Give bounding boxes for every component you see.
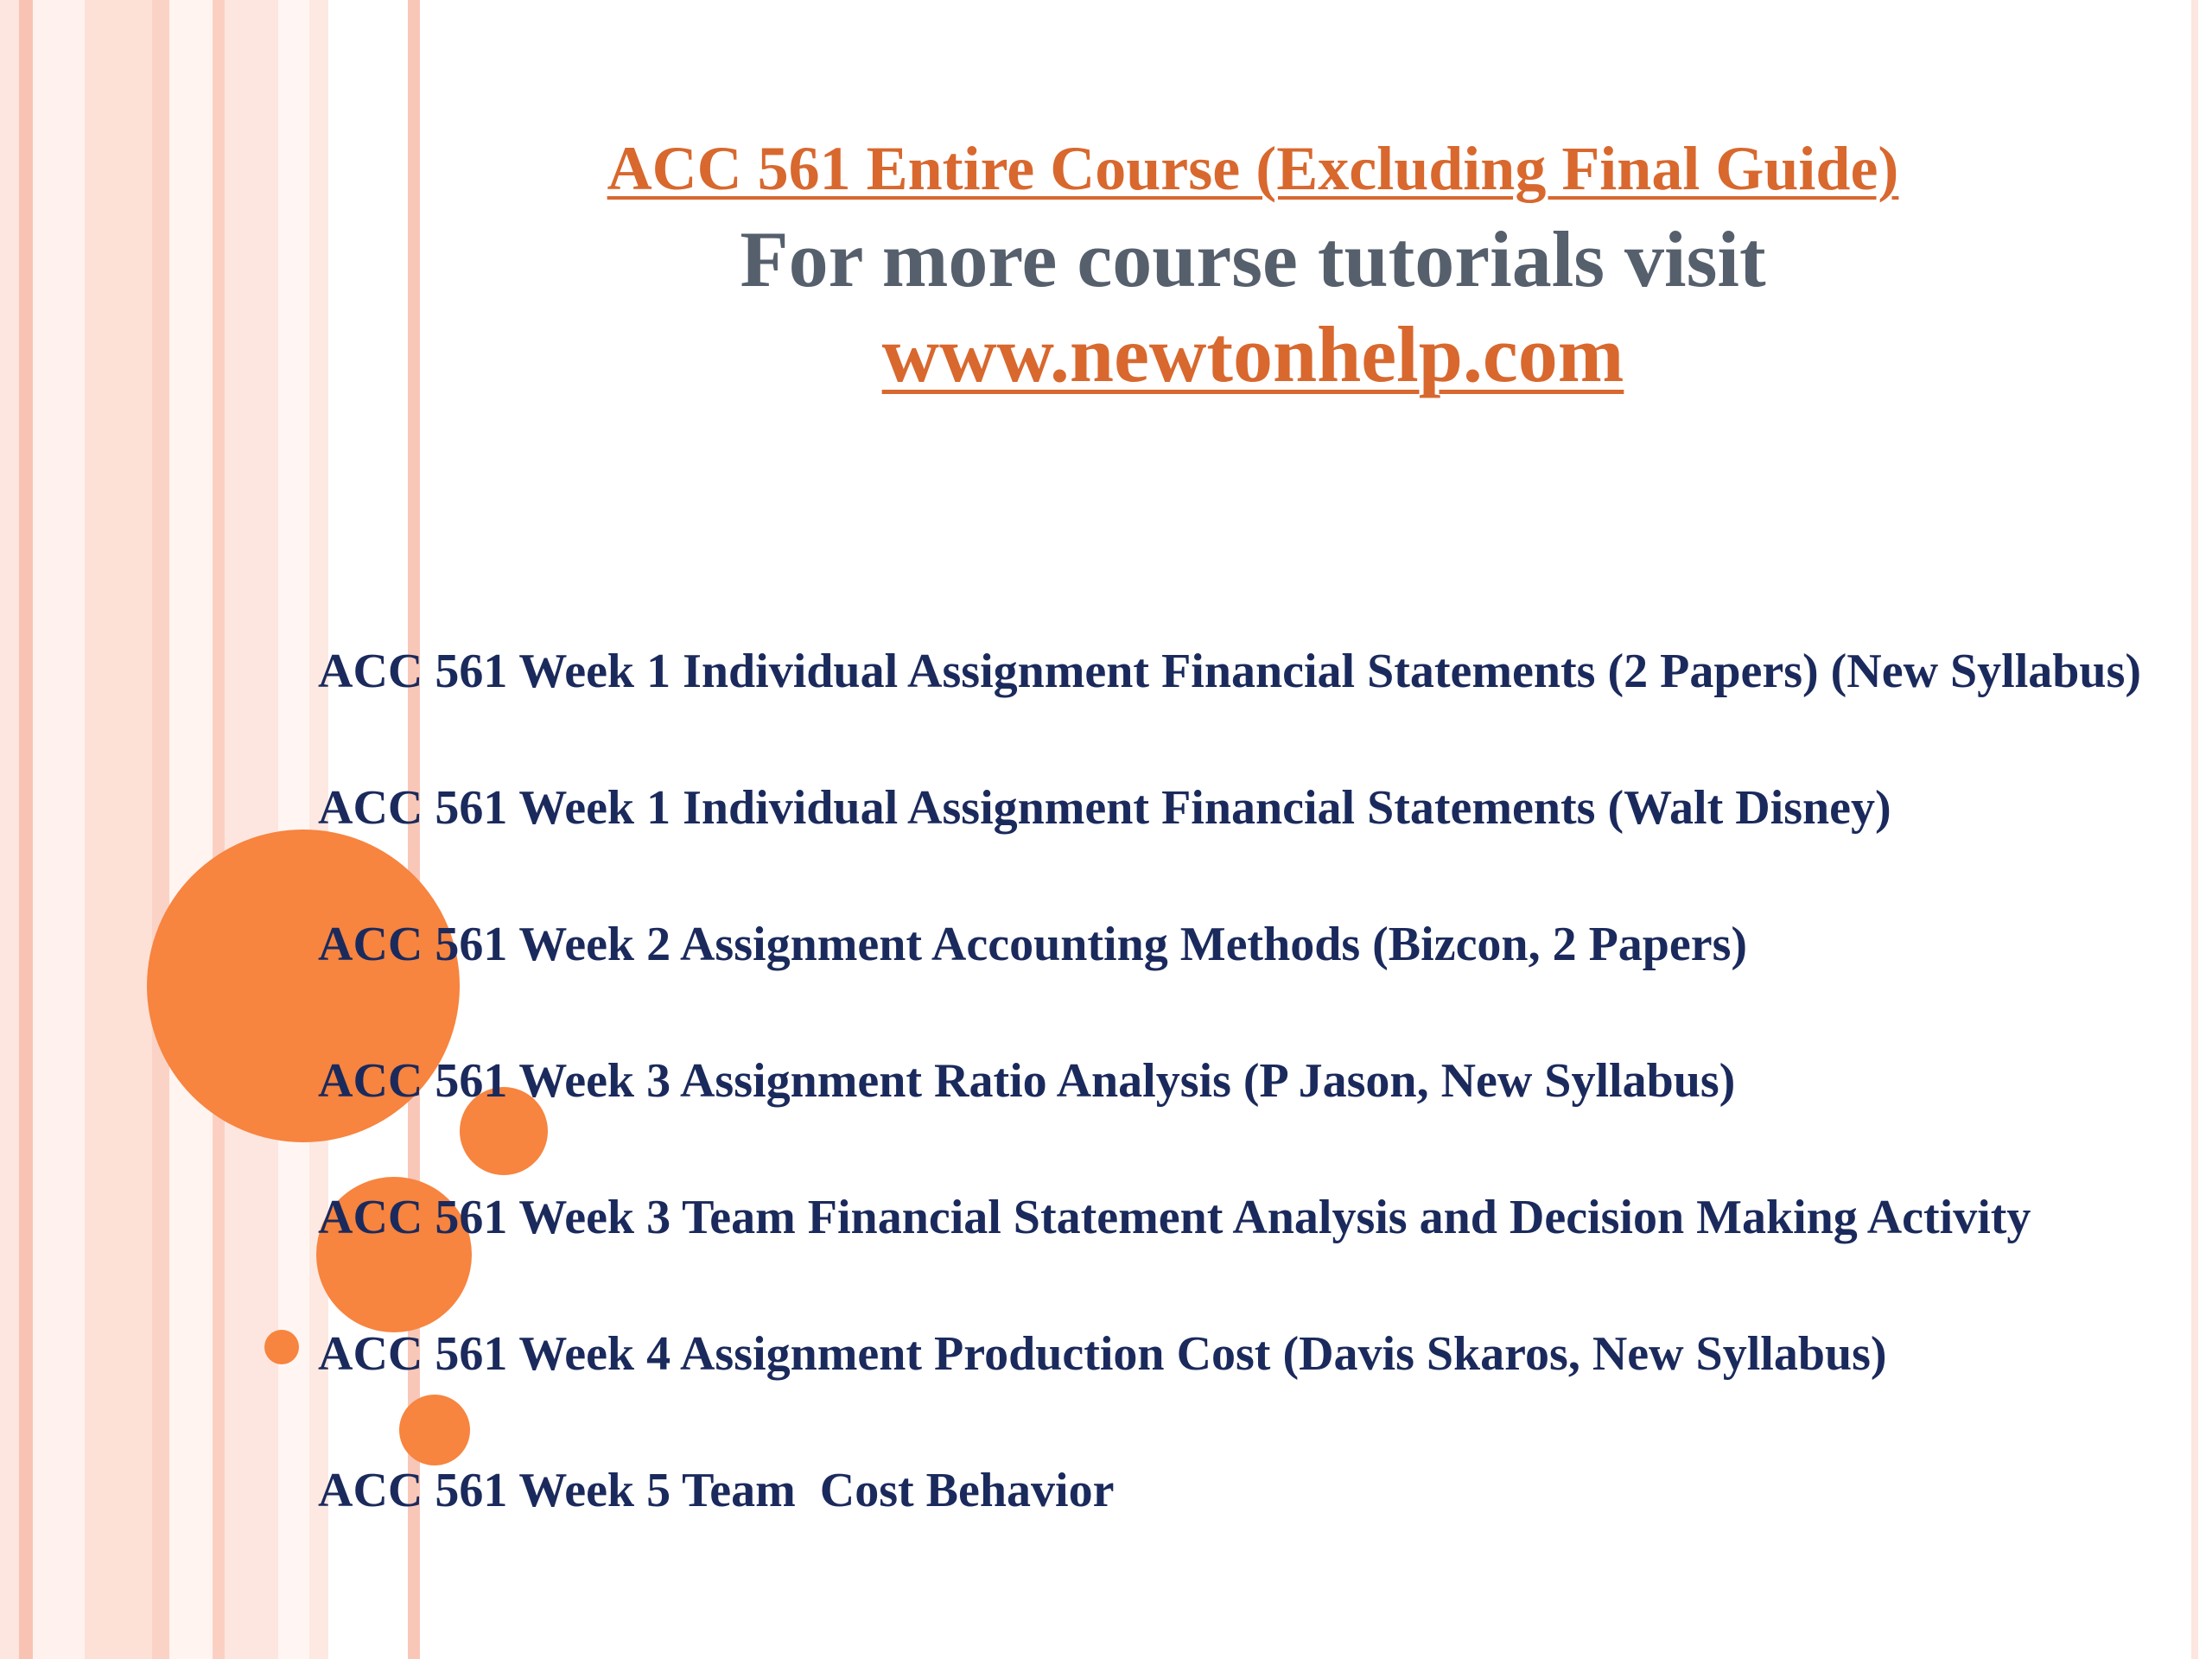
course-item: ACC 561 Week 3 Team Financial Statement Analysis and Decision Making Activity bbox=[318, 1191, 2031, 1244]
website-link[interactable]: www.newtonhelp.com bbox=[881, 310, 1624, 398]
decorative-stripe bbox=[19, 0, 33, 1659]
course-item: ACC 561 Week 1 Individual Assignment Financial Statements (Walt Disney) bbox=[318, 781, 1891, 835]
decorative-stripe bbox=[213, 0, 225, 1659]
decorative-stripe bbox=[0, 0, 19, 1659]
course-list bbox=[318, 646, 2176, 1602]
decorative-stripe bbox=[152, 0, 169, 1659]
decorative-stripe bbox=[85, 0, 152, 1659]
subtitle: For more course tutorials visit bbox=[740, 215, 1766, 303]
course-item: ACC 561 Week 5 Team Cost Behavior bbox=[318, 1464, 1115, 1517]
decorative-stripe bbox=[169, 0, 213, 1659]
course-item: ACC 561 Week 1 Individual Assignment Financial Statements (2 Papers) (New Syllabus) bbox=[318, 645, 2142, 698]
course-title-link[interactable]: ACC 561 Entire Course (Excluding Final Guide) bbox=[607, 134, 1899, 203]
decorative-stripe bbox=[33, 0, 85, 1659]
decorative-stripe bbox=[225, 0, 278, 1659]
decorative-stripe bbox=[2191, 0, 2198, 1659]
course-item: ACC 561 Week 2 Assignment Accounting Methods (Bizcon, 2 Papers) bbox=[318, 918, 1748, 971]
course-item: ACC 561 Week 3 Assignment Ratio Analysis (P Jason, New Syllabus) bbox=[318, 1054, 1736, 1108]
course-item: ACC 561 Week 4 Assignment Production Cost (Davis Skaros, New Syllabus) bbox=[318, 1327, 1887, 1381]
title-block bbox=[484, 125, 2022, 402]
decorative-circle-tiny bbox=[264, 1330, 299, 1364]
